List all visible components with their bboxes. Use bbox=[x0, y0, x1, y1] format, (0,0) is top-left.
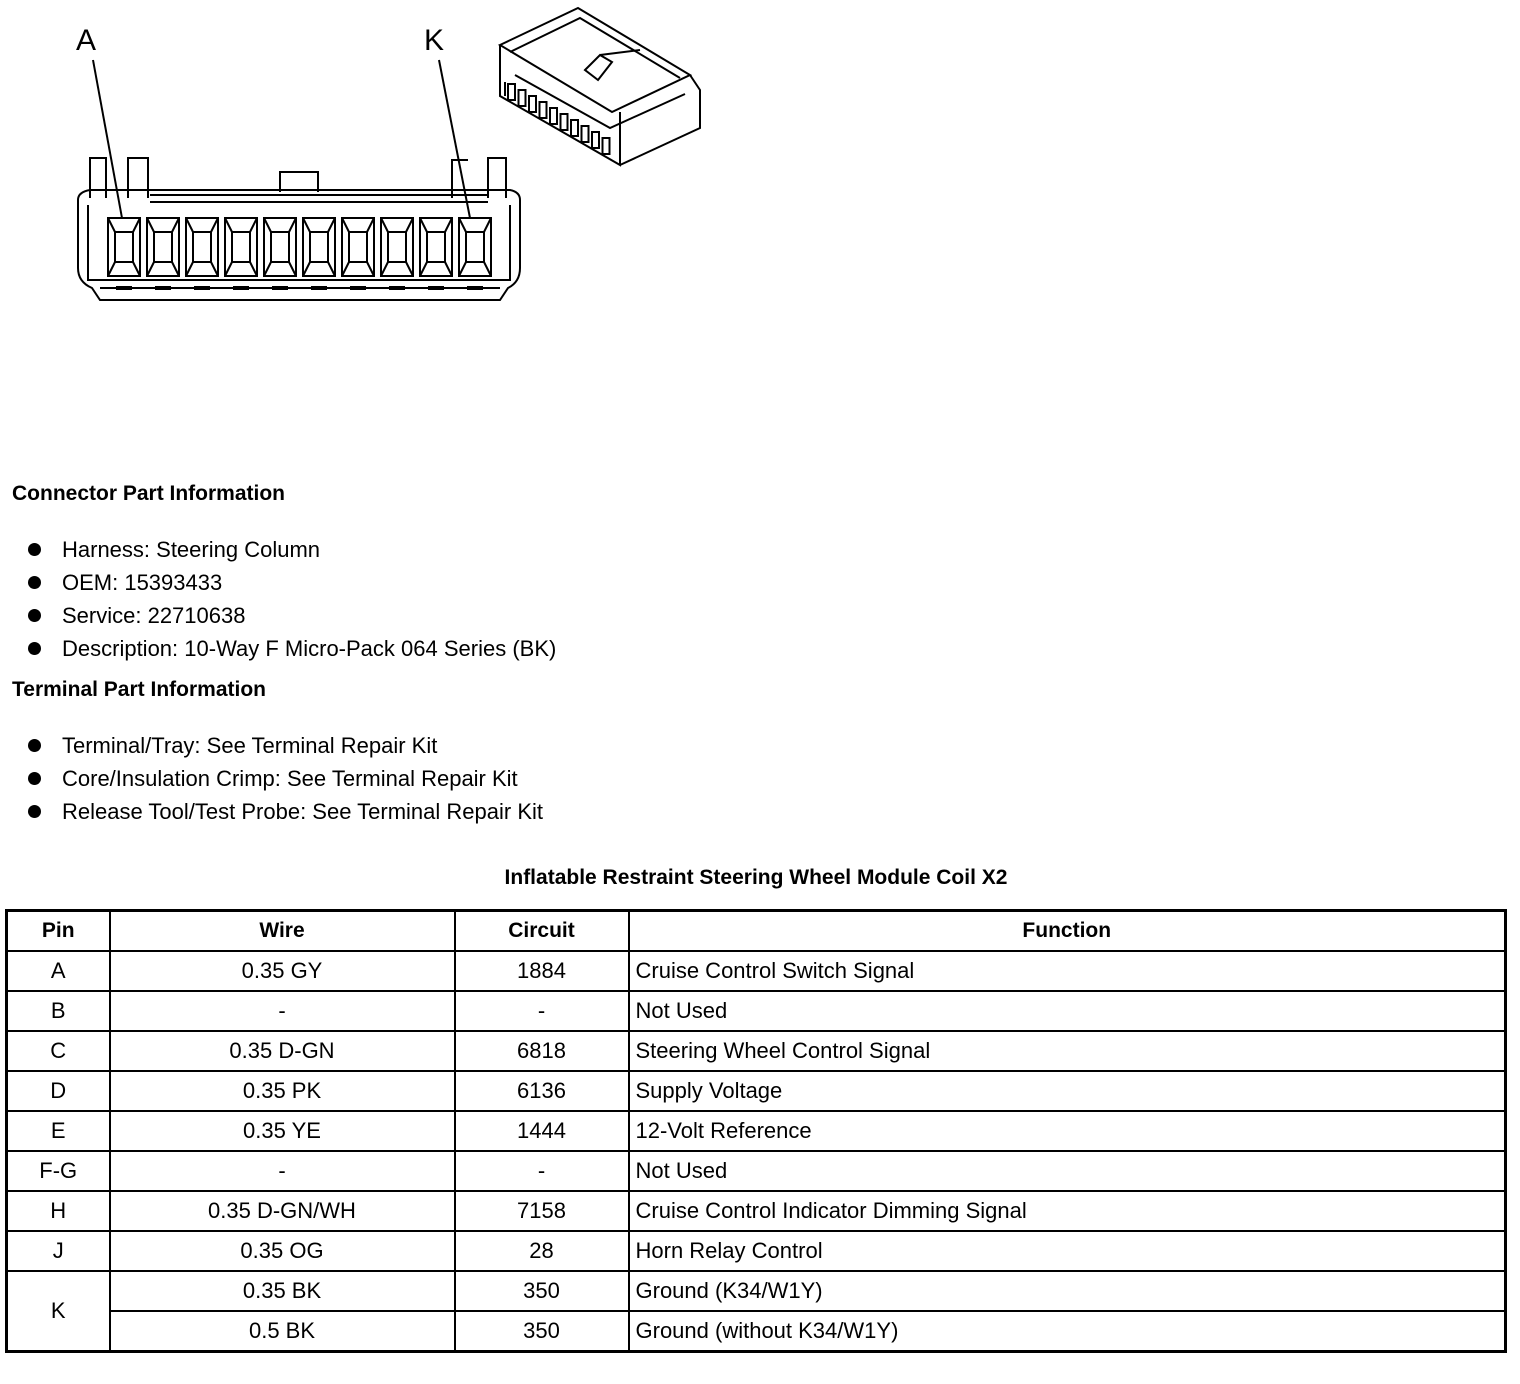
iso-terminal bbox=[582, 126, 589, 142]
cell-circuit: 1444 bbox=[455, 1111, 629, 1151]
connector-face-outline bbox=[78, 190, 520, 300]
cell-circuit: 6136 bbox=[455, 1071, 629, 1111]
cell-circuit: 350 bbox=[455, 1311, 629, 1352]
table-row bbox=[7, 991, 1506, 1031]
table-row bbox=[7, 1031, 1506, 1071]
terminal-cavity-inner bbox=[427, 232, 445, 262]
iso-terminal bbox=[529, 96, 536, 112]
cell-wire: 0.35 GY bbox=[110, 951, 455, 991]
cell-wire: 0.35 D-GN bbox=[110, 1031, 455, 1071]
cell-circuit: 28 bbox=[455, 1231, 629, 1271]
cell-pin: E bbox=[7, 1111, 110, 1151]
table-row bbox=[7, 1111, 1506, 1151]
terminal-cavity-inner bbox=[310, 232, 328, 262]
table-row bbox=[7, 1231, 1506, 1271]
terminal-cavity-inner bbox=[388, 232, 406, 262]
cell-pin: C bbox=[7, 1031, 110, 1071]
terminal-cavity-inner bbox=[115, 232, 133, 262]
cell-pin: B bbox=[7, 991, 110, 1031]
connector-latch-right bbox=[488, 158, 506, 198]
iso-terminal bbox=[519, 90, 526, 106]
terminal-cavity-bevel bbox=[342, 218, 374, 276]
bullet-icon bbox=[28, 609, 41, 622]
terminal-cavity-bevel bbox=[147, 218, 179, 276]
cell-function: Horn Relay Control bbox=[629, 1231, 1506, 1271]
terminal-cavity-bevel bbox=[381, 218, 413, 276]
leader-line-a bbox=[93, 60, 122, 218]
header-circuit: Circuit bbox=[455, 911, 629, 952]
cell-wire: 0.35 BK bbox=[110, 1271, 455, 1311]
list-item: OEM: 15393433 bbox=[28, 566, 556, 599]
header-function: Function bbox=[629, 911, 1506, 952]
iso-terminal bbox=[550, 108, 557, 124]
terminal-cavity-inner bbox=[154, 232, 172, 262]
terminal-info-title: Terminal Part Information bbox=[12, 678, 266, 701]
cell-pin: A bbox=[7, 951, 110, 991]
cell-function: Supply Voltage bbox=[629, 1071, 1506, 1111]
pin-label-k: K bbox=[424, 24, 445, 57]
cell-function: Ground (without K34/W1Y) bbox=[629, 1311, 1506, 1352]
terminal-cavities bbox=[108, 218, 491, 288]
terminal-cavity-inner bbox=[232, 232, 250, 262]
table-row bbox=[7, 1191, 1506, 1231]
cell-function: Not Used bbox=[629, 991, 1506, 1031]
cell-pin: D bbox=[7, 1071, 110, 1111]
list-item: Harness: Steering Column bbox=[28, 533, 556, 566]
cell-circuit: 350 bbox=[455, 1271, 629, 1311]
list-item: Terminal/Tray: See Terminal Repair Kit bbox=[28, 729, 543, 762]
connector-info-list bbox=[28, 533, 556, 665]
cell-pin: J bbox=[7, 1231, 110, 1271]
cell-function: Steering Wheel Control Signal bbox=[629, 1031, 1506, 1071]
table-title: Inflatable Restraint Steering Wheel Module Coil X2 bbox=[504, 866, 1008, 889]
connector-diagram bbox=[0, 0, 760, 330]
table-row bbox=[7, 1311, 1506, 1352]
connector-isometric-view bbox=[500, 8, 700, 165]
cell-function: 12-Volt Reference bbox=[629, 1111, 1506, 1151]
cell-pin: F-G bbox=[7, 1151, 110, 1191]
terminal-info-list bbox=[28, 729, 543, 828]
terminal-cavity-bevel bbox=[459, 218, 491, 276]
bullet-icon bbox=[28, 739, 41, 752]
connector-info-title: Connector Part Information bbox=[12, 482, 286, 505]
table-header-row bbox=[7, 911, 1506, 952]
header-pin: Pin bbox=[7, 911, 110, 952]
terminal-cavity-bevel bbox=[225, 218, 257, 276]
cell-circuit: - bbox=[455, 991, 629, 1031]
iso-terminal bbox=[592, 132, 599, 148]
bullet-icon bbox=[28, 805, 41, 818]
cell-pin: H bbox=[7, 1191, 110, 1231]
list-item: Description: 10-Way F Micro-Pack 064 Series (BK) bbox=[28, 632, 556, 665]
cell-circuit: 1884 bbox=[455, 951, 629, 991]
terminal-cavity-bevel bbox=[420, 218, 452, 276]
table-row bbox=[7, 1271, 1506, 1311]
cell-function: Not Used bbox=[629, 1151, 1506, 1191]
bullet-icon bbox=[28, 576, 41, 589]
terminal-cavity-inner bbox=[466, 232, 484, 262]
cell-circuit: 7158 bbox=[455, 1191, 629, 1231]
terminal-cavity-inner bbox=[193, 232, 211, 262]
cell-wire: 0.35 D-GN/WH bbox=[110, 1191, 455, 1231]
cell-wire: - bbox=[110, 991, 455, 1031]
pinout-table bbox=[5, 909, 1507, 1353]
iso-terminal bbox=[561, 114, 568, 130]
iso-terminal bbox=[508, 84, 515, 100]
list-item: Release Tool/Test Probe: See Terminal Repair Kit bbox=[28, 795, 543, 828]
cell-pin: K bbox=[7, 1271, 110, 1352]
header-wire: Wire bbox=[110, 911, 455, 952]
cell-circuit: 6818 bbox=[455, 1031, 629, 1071]
pin-label-a: A bbox=[76, 24, 97, 57]
cell-function: Ground (K34/W1Y) bbox=[629, 1271, 1506, 1311]
bullet-icon bbox=[28, 543, 41, 556]
list-item: Service: 22710638 bbox=[28, 599, 556, 632]
bullet-icon bbox=[28, 772, 41, 785]
cell-circuit: - bbox=[455, 1151, 629, 1191]
connector-latch-left bbox=[90, 158, 106, 198]
iso-terminal bbox=[571, 120, 578, 136]
terminal-cavity-bevel bbox=[303, 218, 335, 276]
bullet-icon bbox=[28, 642, 41, 655]
cell-wire: 0.35 PK bbox=[110, 1071, 455, 1111]
cell-wire: 0.35 YE bbox=[110, 1111, 455, 1151]
table-row bbox=[7, 951, 1506, 991]
terminal-cavity-inner bbox=[349, 232, 367, 262]
terminal-cavity-bevel bbox=[264, 218, 296, 276]
cell-wire: 0.35 OG bbox=[110, 1231, 455, 1271]
iso-terminal bbox=[540, 102, 547, 118]
table-row bbox=[7, 1151, 1506, 1191]
table-row bbox=[7, 1071, 1506, 1111]
terminal-cavity-bevel bbox=[108, 218, 140, 276]
cell-wire: - bbox=[110, 1151, 455, 1191]
cell-function: Cruise Control Switch Signal bbox=[629, 951, 1506, 991]
terminal-cavity-bevel bbox=[186, 218, 218, 276]
terminal-cavity-inner bbox=[271, 232, 289, 262]
cell-wire: 0.5 BK bbox=[110, 1311, 455, 1352]
iso-terminal bbox=[603, 138, 610, 154]
cell-function: Cruise Control Indicator Dimming Signal bbox=[629, 1191, 1506, 1231]
list-item: Core/Insulation Crimp: See Terminal Repair Kit bbox=[28, 762, 543, 795]
